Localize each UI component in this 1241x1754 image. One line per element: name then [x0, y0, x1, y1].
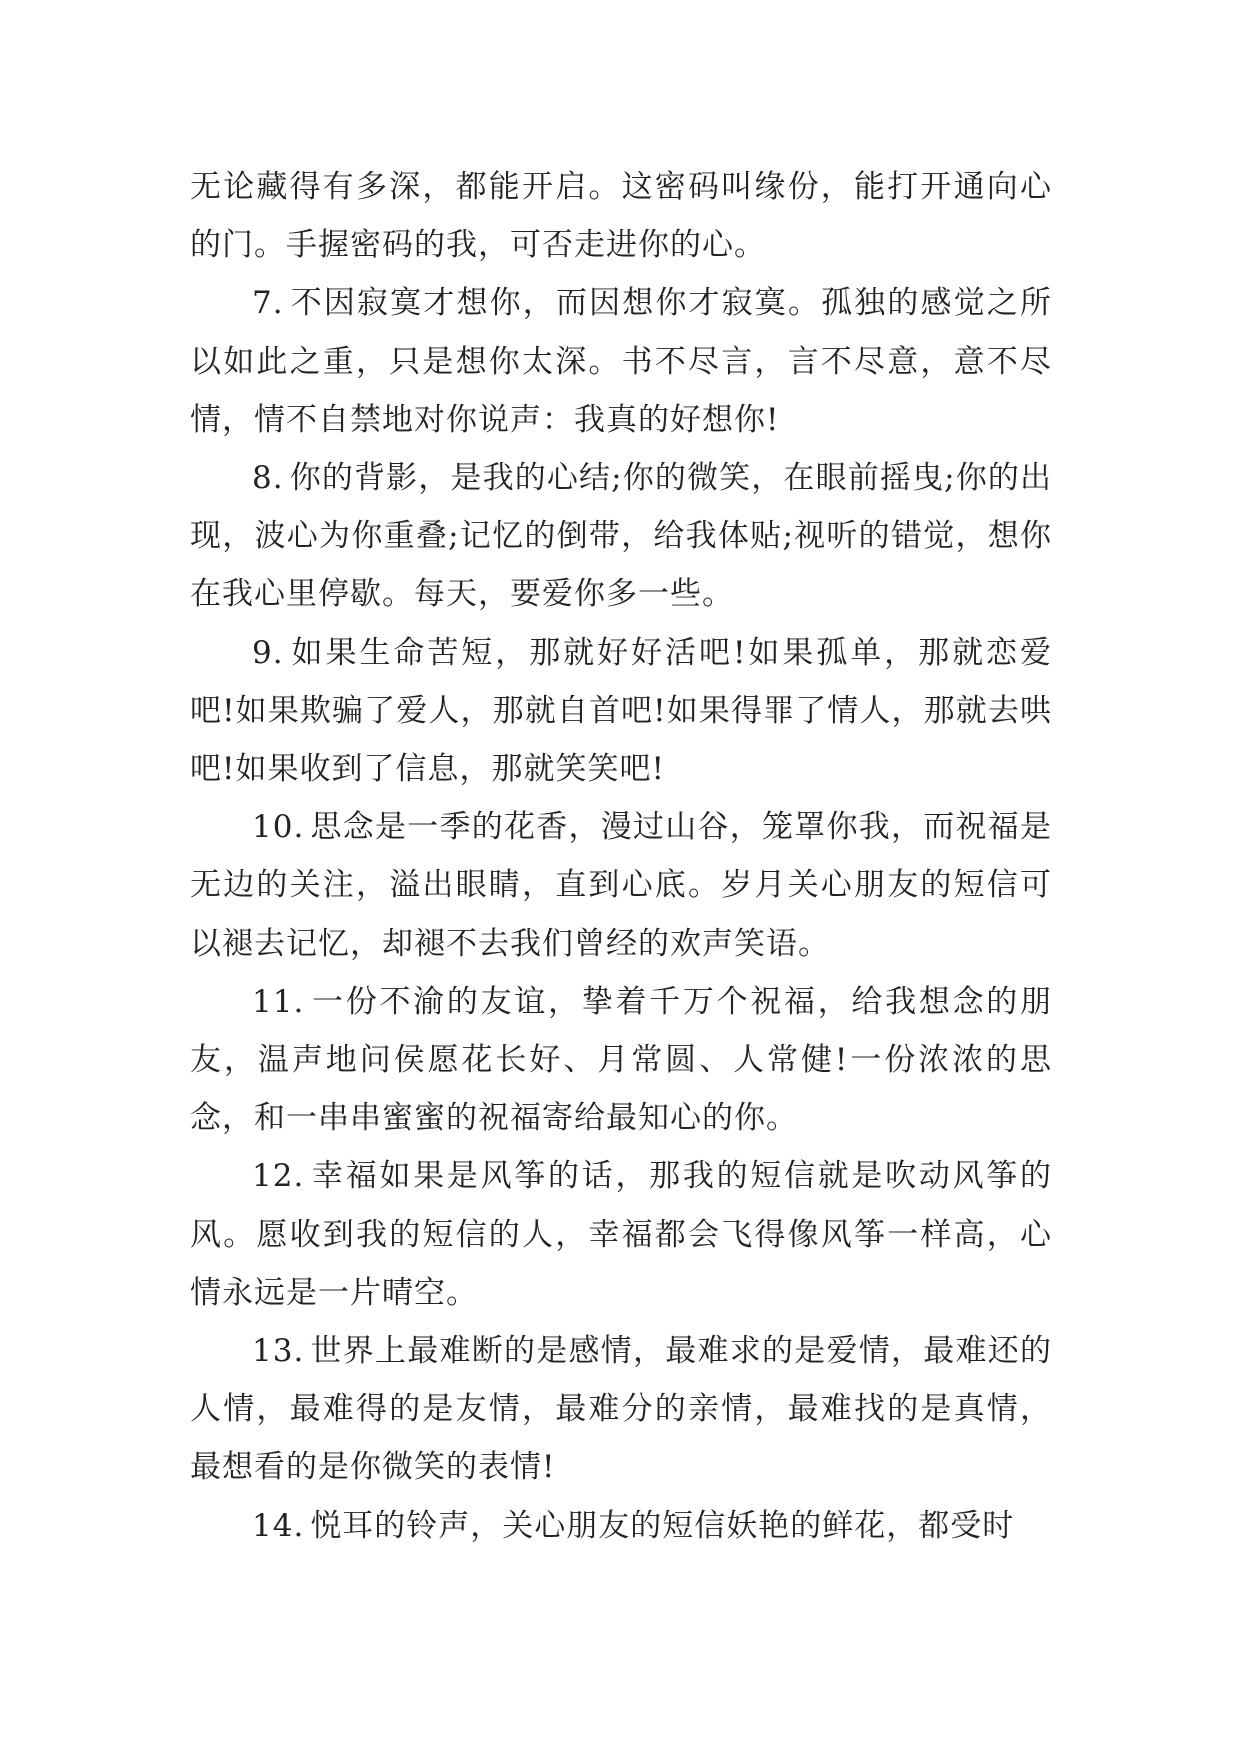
paragraph-text: 不因寂寞才想你，而因想你才寂寞。孤独的感觉之所以如此之重，只是想你太深。书不尽言，言不尽意，意不尽情，情不自禁地对你说声：我真的好想你! — [190, 285, 1052, 438]
paragraph-number: 12. — [252, 1158, 305, 1195]
paragraph-number: 8. — [252, 460, 284, 497]
paragraph-14 — [190, 1497, 1052, 1555]
paragraph-number: 10. — [252, 809, 305, 846]
paragraph-text: 一份不渝的友谊，挚着千万个祝福，给我想念的朋友，温声地问侯愿花长好、月常圆、人常健!一份浓浓的思念，和一串串蜜蜜的祝福寄给最知心的你。 — [190, 983, 1052, 1137]
paragraph-7 — [190, 274, 1052, 449]
paragraph-continuation — [190, 158, 1052, 274]
paragraph-text: 你的背影，是我的心结;你的微笑，在眼前摇曳;你的出现，波心为你重叠;记忆的倒带，给我体贴;视听的错觉，想你在我心里停歇。每天，要爱你多一些。 — [190, 460, 1052, 613]
paragraph-text: 如果生命苦短，那就好好活吧!如果孤单，那就恋爱吧!如果欺骗了爱人，那就自首吧!如果得罪了情人，那就去哄吧!如果收到了信息，那就笑笑吧! — [190, 634, 1052, 788]
paragraph-text: 无论藏得有多深，都能开启。这密码叫缘份，能打开通向心的门。手握密码的我，可否走进你的心。 — [190, 169, 1052, 264]
paragraph-8 — [190, 449, 1052, 624]
paragraph-text: 悦耳的铃声，关心朋友的短信妖艳的鲜花，都受时 — [310, 1507, 1015, 1544]
paragraph-number: 11. — [252, 983, 305, 1020]
paragraph-11 — [190, 973, 1052, 1148]
paragraph-number: 13. — [252, 1333, 305, 1370]
paragraph-number: 14. — [252, 1507, 305, 1544]
paragraph-10 — [190, 798, 1052, 973]
paragraph-9 — [190, 624, 1052, 799]
paragraph-text: 幸福如果是风筝的话，那我的短信就是吹动风筝的风。愿收到我的短信的人，幸福都会飞得像风筝一样高，心情永远是一片晴空。 — [190, 1158, 1052, 1311]
paragraph-text: 思念是一季的花香，漫过山谷，笼罩你我，而祝福是无边的关注，溢出眼睛，直到心底。岁月关心朋友的短信可以褪去记忆，却褪不去我们曾经的欢声笑语。 — [190, 809, 1052, 962]
paragraph-number: 9. — [252, 634, 284, 671]
paragraph-number: 7. — [252, 285, 284, 322]
paragraph-12 — [190, 1147, 1052, 1322]
document-body — [190, 158, 1052, 1555]
paragraph-13 — [190, 1322, 1052, 1497]
paragraph-text: 世界上最难断的是感情，最难求的是爱情，最难还的人情，最难得的是友情，最难分的亲情，最难找的是真情，最想看的是你微笑的表情! — [190, 1333, 1052, 1486]
